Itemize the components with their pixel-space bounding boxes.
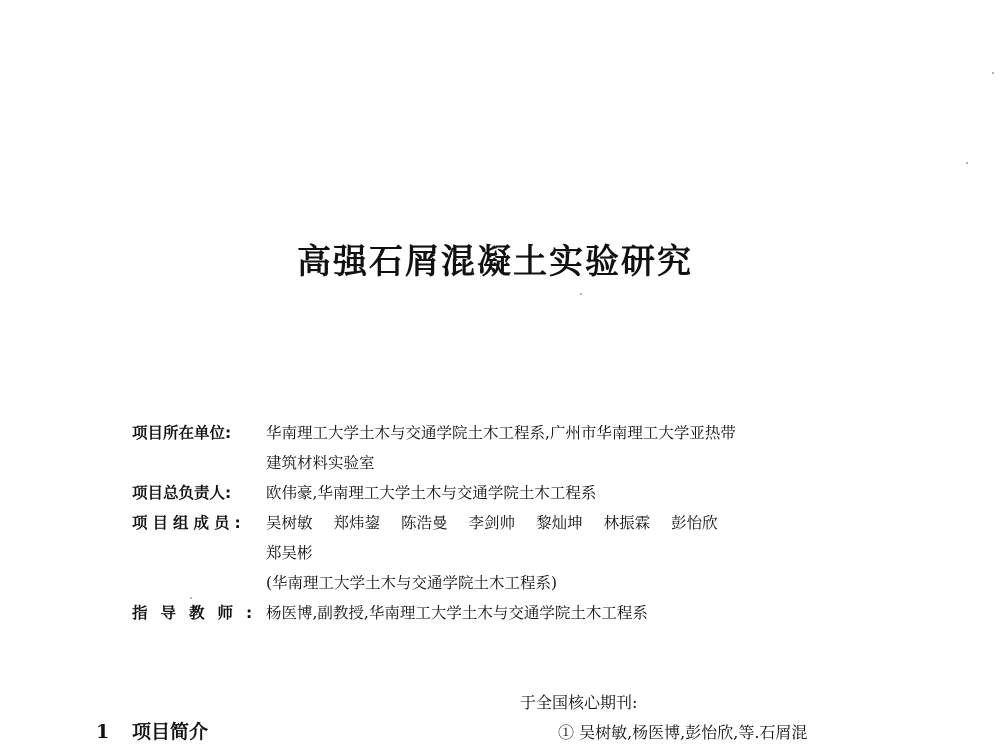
member-name: 郑吴彬 [266, 544, 313, 562]
leader-label: 项目总负责人: [132, 484, 232, 502]
right-column-line: 于全国核心期刊: [520, 693, 638, 712]
member-name: 吴树敏 [266, 514, 313, 532]
leader-value: 欧伟豪,华南理工大学土木与交通学院土木工程系 [266, 484, 597, 502]
scan-speck [966, 162, 968, 164]
member-name: 林振霖 [603, 514, 651, 532]
member-name: 郑炜鋆 [333, 514, 381, 532]
scan-speck [580, 293, 582, 295]
page-title: 高强石屑混凝土实验研究 [297, 242, 693, 282]
members-list [266, 508, 739, 538]
member-name: 彭怡欣 [671, 514, 718, 532]
member-name: 陈浩曼 [401, 514, 448, 532]
unit-row [132, 418, 892, 448]
scan-speck [992, 72, 994, 74]
section-title: 项目简介 [132, 721, 209, 743]
unit-label: 项目所在单位: [132, 424, 232, 442]
unit-value-continued: 建筑材料实验室 [266, 454, 375, 472]
advisor-value: 杨医博,副教授,华南理工大学土木与交通学院土木工程系 [266, 604, 648, 622]
member-name: 黎灿坤 [536, 514, 583, 532]
members-affiliation: (华南理工大学土木与交通学院土木工程系) [266, 574, 558, 592]
member-name: 李剑帅 [468, 514, 516, 532]
advisor-label: 指导教师: [132, 604, 266, 622]
leader-row [132, 478, 892, 508]
members-affiliation-row [132, 568, 892, 598]
members-row [132, 508, 892, 538]
members-row-continued [132, 538, 892, 568]
scan-speck [190, 597, 192, 599]
unit-row-continued [132, 448, 892, 478]
right-column-text [520, 688, 807, 748]
section-heading [96, 717, 208, 744]
unit-value: 华南理工大学土木与交通学院土木工程系,广州市华南理工大学亚热带 [266, 424, 736, 442]
advisor-row [132, 598, 892, 628]
section-number: 1 [96, 721, 110, 743]
members-label: 项目组成员: [132, 514, 246, 532]
project-info [132, 418, 892, 628]
reference-item: ① 吴树敏,杨医博,彭怡欣,等.石屑混 [558, 723, 808, 742]
